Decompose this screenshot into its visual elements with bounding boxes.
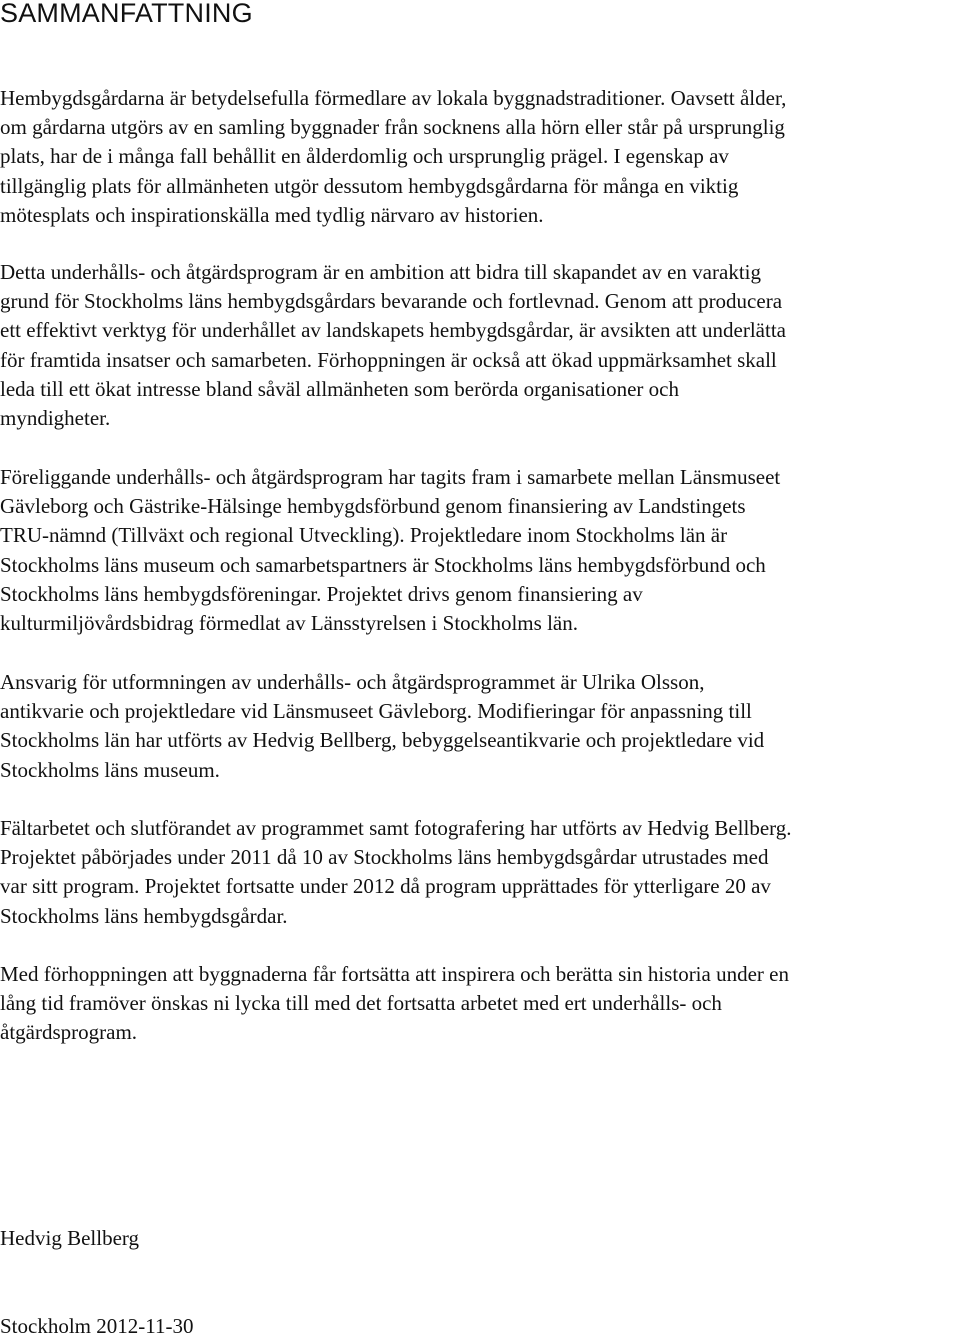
text-line: Fältarbetet och slutförandet av programmet samt fotografering har utförts av Hedvig Bellberg. bbox=[0, 816, 792, 840]
text-line: om gårdarna utgörs av en samling byggnader från socknens alla hörn eller står på ursprunglig bbox=[0, 115, 785, 140]
text-line: Gävleborg och Gästrike-Hälsinge hembygdsförbund genom finansiering av Landstingets bbox=[0, 494, 746, 519]
text-line: Hembygdsgårdarna är betydelsefulla förmedlare av lokala byggnadstraditioner. Oavsett ålder, bbox=[0, 86, 787, 110]
paragraph-collaboration bbox=[0, 463, 780, 638]
text-line: var sitt program. Projektet fortsatte under 2012 då program upprättades för ytterligare 20 av bbox=[0, 874, 771, 899]
text-line: åtgärdsprogram. bbox=[0, 1020, 138, 1045]
text-line: Ansvarig för utformningen av underhålls- och åtgärdsprogrammet är Ulrika Olsson, bbox=[0, 670, 705, 694]
text-line: TRU-nämnd (Tillväxt och regional Utveckling). Projektledare inom Stockholms län är bbox=[0, 523, 728, 548]
text-line: myndigheter. bbox=[0, 406, 111, 431]
text-line: Stockholms läns hembygdsföreningar. Projektet drivs genom finansiering av bbox=[0, 581, 643, 606]
paragraph-fieldwork bbox=[0, 814, 792, 931]
text-line: Stockholms läns museum och samarbetspartners är Stockholms läns hembygdsförbund och bbox=[0, 552, 766, 577]
text-line: mötesplats och inspirationskälla med tydlig närvaro av historien. bbox=[0, 202, 544, 227]
text-line: Stockholms läns hembygdsgårdar. bbox=[0, 903, 288, 928]
text-line: ett effektivt verktyg för underhållet av landskapets hembygdsgårdar, är avsikten att underlätta bbox=[0, 318, 786, 343]
text-line: Projektet påbörjades under 2011 då 10 av Stockholms läns hembygdsgårdar utrustades med bbox=[0, 845, 769, 870]
paragraph-purpose bbox=[0, 258, 786, 433]
text-line: Med förhoppningen att byggnaderna får fortsätta att inspirera och berätta sin historia under en bbox=[0, 962, 789, 986]
text-line: för framtida insatser och samarbeten. Förhoppningen är också att ökad uppmärksamhet skall bbox=[0, 347, 777, 372]
text-line: lång tid framöver önskas ni lycka till med det fortsatta arbetet med ert underhålls- och bbox=[0, 991, 722, 1016]
text-line: leda till ett ökat intresse bland såväl allmänheten som berörda organisationer och bbox=[0, 376, 679, 401]
signature-name: Hedvig Bellberg bbox=[0, 1226, 140, 1250]
text-line: grund för Stockholms läns hembygdsgårdars bevarande och fortlevnad. Genom att producera bbox=[0, 289, 783, 314]
paragraph-intro bbox=[0, 84, 786, 230]
text-line: tillgänglig plats för allmänheten utgör dessutom hembygdsgårdarna för många en viktig bbox=[0, 173, 739, 198]
text-line: plats, har de i många fall behållit en ålderdomlig och ursprunglig prägel. I egenskap av bbox=[0, 144, 729, 169]
signature-place-date: Stockholm 2012-11-30 bbox=[0, 1314, 194, 1338]
text-line: kulturmiljövårdsbidrag förmedlat av Länsstyrelsen i Stockholms län. bbox=[0, 611, 578, 636]
text-line: Detta underhålls- och åtgärdsprogram är en ambition att bidra till skapandet av en varaktig bbox=[0, 260, 761, 284]
paragraph-closing bbox=[0, 960, 789, 1048]
text-line: antikvarie och projektledare vid Länsmuseet Gävleborg. Modifieringar för anpassning till bbox=[0, 699, 752, 724]
text-line: Stockholms län har utförts av Hedvig Bellberg, bebyggelseantikvarie och projektledare vid bbox=[0, 728, 765, 753]
text-line: Föreliggande underhålls- och åtgärdsprogram har tagits fram i samarbete mellan Länsmuseet bbox=[0, 465, 781, 489]
page-title: SAMMANFATTNING bbox=[0, 0, 253, 28]
paragraph-responsibility bbox=[0, 668, 764, 785]
text-line: Stockholms läns museum. bbox=[0, 757, 220, 782]
